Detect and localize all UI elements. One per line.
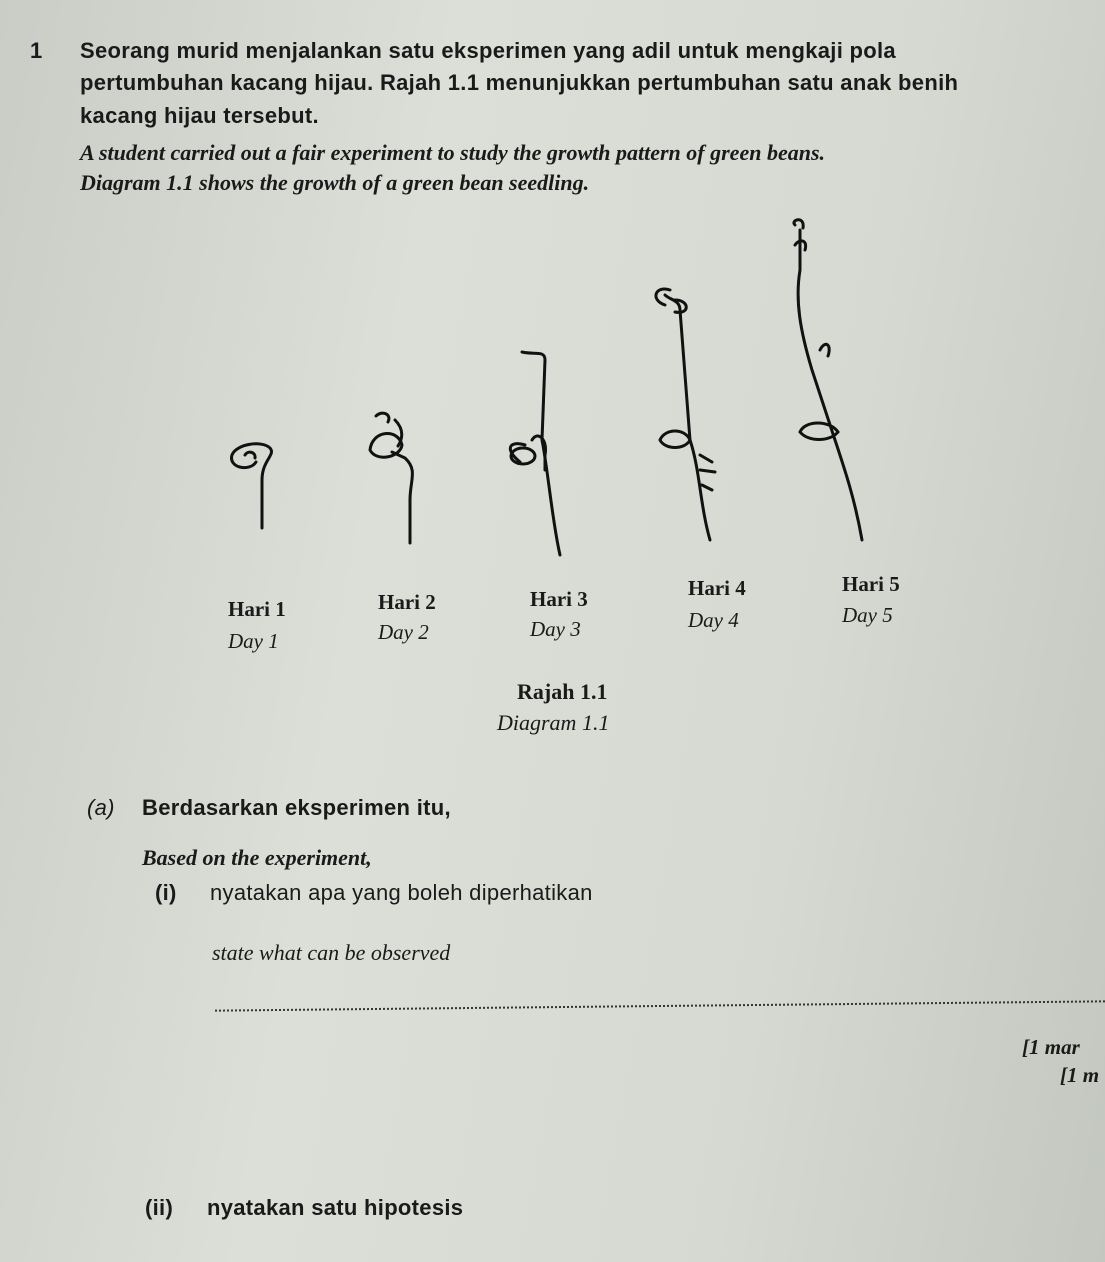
day-2-malay-label: Hari 2 <box>378 590 436 614</box>
part-a-english: Based on the experiment, <box>142 845 372 870</box>
day-3-english-label: Day 3 <box>530 617 581 641</box>
part-a-i-english: state what can be observed <box>212 940 451 965</box>
seedling-day-4 <box>656 289 715 540</box>
day-3-malay-label: Hari 3 <box>530 587 588 611</box>
seedling-day-3 <box>510 352 560 555</box>
day-4-english-label: Day 4 <box>688 608 739 632</box>
marks-label-2: [1 m <box>1060 1063 1100 1087</box>
day-2-english-label: Day 2 <box>378 620 429 644</box>
part-a-malay: Berdasarkan eksperimen itu, <box>142 795 451 820</box>
day-1-malay-label: Hari 1 <box>228 597 286 621</box>
part-a-ii-label: (ii) <box>145 1195 174 1220</box>
day-5-malay-label: Hari 5 <box>842 572 900 596</box>
seedling-day-1 <box>232 444 272 528</box>
question-malay-line-1: Seorang murid menjalankan satu eksperimen yang adil untuk mengkaji pola <box>80 38 896 63</box>
diagram-caption-malay: Rajah 1.1 <box>517 679 608 704</box>
day-1-english-label: Day 1 <box>228 629 279 653</box>
seedling-day-5 <box>794 220 862 540</box>
part-a-i-malay: nyatakan apa yang boleh diperhatikan <box>210 880 593 905</box>
marks-label-1: [1 mar <box>1022 1035 1080 1059</box>
question-english-line-2: Diagram 1.1 shows the growth of a green bean seedling. <box>80 170 590 195</box>
day-5-english-label: Day 5 <box>842 603 893 627</box>
seedling-growth-diagram <box>0 0 1105 600</box>
part-a-i-label: (i) <box>155 880 177 905</box>
day-4-malay-label: Hari 4 <box>688 576 746 600</box>
seedling-day-2 <box>370 413 412 543</box>
question-malay-line-2: pertumbuhan kacang hijau. Rajah 1.1 menunjukkan pertumbuhan satu anak benih <box>80 70 959 95</box>
question-malay-line-3: kacang hijau tersebut. <box>80 103 319 128</box>
part-a-label: (a) <box>87 795 115 820</box>
question-number: 1 <box>30 38 43 63</box>
diagram-caption-english: Diagram 1.1 <box>497 710 610 735</box>
question-english-line-1: A student carried out a fair experiment to study the growth pattern of green beans. <box>80 140 826 165</box>
answer-line[interactable] <box>215 1000 1105 1011</box>
part-a-ii-malay: nyatakan satu hipotesis <box>207 1195 464 1220</box>
